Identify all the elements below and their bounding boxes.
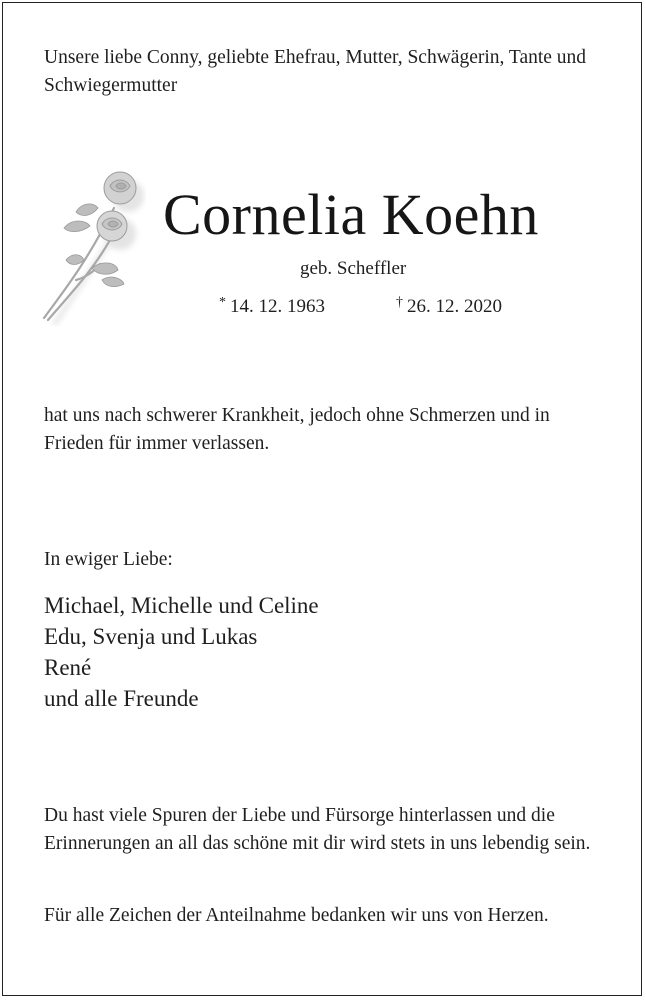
closing-text: Du hast viele Spuren der Liebe und Fürsorge hinterlassen und die Erinnerungen an all das schöne mit dir wird stets in uns lebendig sein.: [44, 805, 591, 854]
death-date-line: [396, 290, 502, 320]
birth-date: 14. 12. 1963: [230, 296, 325, 317]
birth-date-line: [219, 290, 325, 320]
mourners-intro: In ewiger Liebe:: [44, 549, 173, 570]
rose-icon: [36, 168, 146, 326]
birth-star-icon: *: [219, 295, 226, 310]
mourner-line: René: [44, 655, 92, 680]
mourner-line: Edu, Svenja und Lukas: [44, 624, 258, 649]
mourner-line: und alle Freunde: [44, 686, 199, 711]
mourners-list: [44, 590, 604, 714]
intro-text: Unsere liebe Conny, geliebte Ehefrau, Mutter, Schwägerin, Tante und Schwiegermutter: [44, 47, 587, 96]
death-cross-icon: †: [396, 295, 403, 310]
death-date: 26. 12. 2020: [407, 296, 502, 317]
deceased-name: Cornelia Koehn: [163, 182, 539, 247]
thanks-text: Für alle Zeichen der Anteilnahme bedanken wir uns von Herzen.: [44, 905, 549, 926]
mourner-line: Michael, Michelle und Celine: [44, 593, 319, 618]
maiden-name: geb. Scheffler: [300, 258, 407, 279]
passing-message: hat uns nach schwerer Krankheit, jedoch ohne Schmerzen und in Frieden für immer verlassen.: [44, 405, 550, 454]
